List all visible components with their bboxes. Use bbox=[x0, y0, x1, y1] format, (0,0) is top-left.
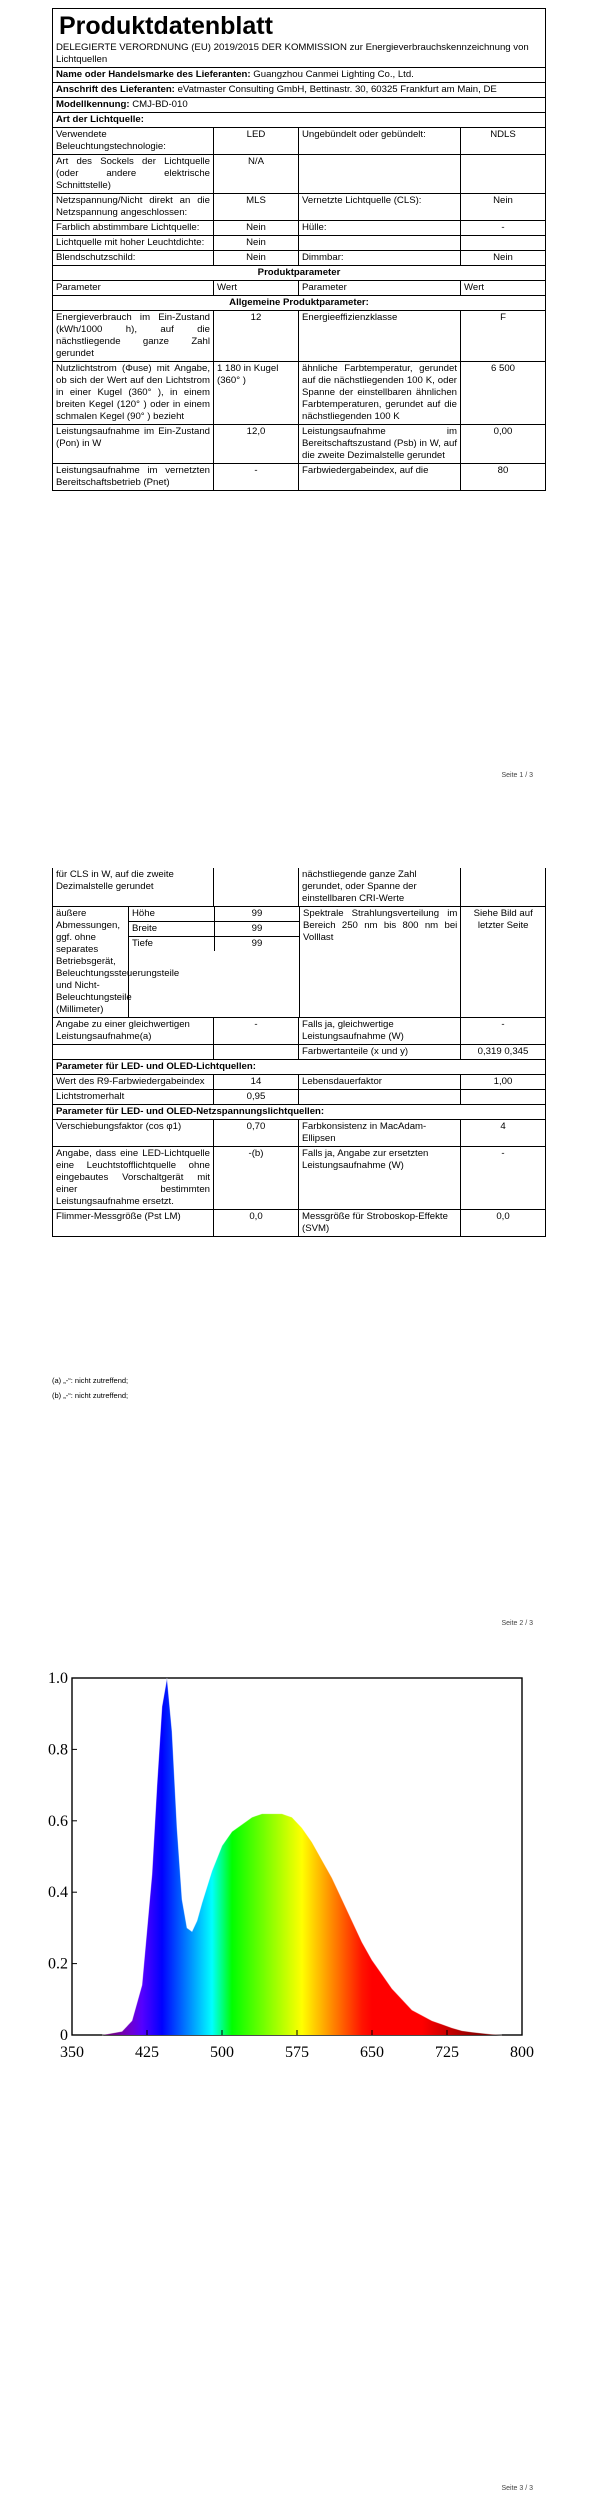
row-value: - bbox=[213, 1018, 298, 1044]
table-row bbox=[53, 1074, 545, 1089]
dimension-value: 99 bbox=[214, 937, 299, 951]
datasheet-table-page-1 bbox=[52, 8, 546, 491]
row-value: 6 500 bbox=[460, 362, 545, 424]
row-label: Farbwiedergabeindex, auf die bbox=[298, 464, 460, 490]
row-value bbox=[213, 868, 298, 906]
row-label: Flimmer-Messgröße (Pst LM) bbox=[56, 1211, 181, 1222]
row-label: Energieeffizienzklasse bbox=[298, 311, 460, 361]
x-tick-label: 800 bbox=[510, 2044, 534, 2061]
row-label: Blendschutzschild: bbox=[56, 252, 136, 263]
dimensions-grid bbox=[129, 907, 299, 951]
supplier-name-label: Name oder Handelsmarke des Lieferanten: bbox=[56, 69, 251, 80]
row-value: 0,0 bbox=[460, 1210, 545, 1236]
y-tick-label: 0.6 bbox=[48, 1812, 68, 1830]
page-number: Seite 3 / 3 bbox=[501, 2485, 533, 2492]
row-value: -(b) bbox=[213, 1147, 298, 1209]
row-value: Nein bbox=[460, 194, 545, 220]
footnote-a: (a) „-“: nicht zutreffend; bbox=[52, 1376, 129, 1385]
row-value: N/A bbox=[213, 155, 298, 193]
page-number: Seite 1 / 3 bbox=[501, 772, 533, 779]
row-value bbox=[460, 868, 545, 906]
dimensions-row bbox=[53, 906, 545, 1017]
x-tick-label: 725 bbox=[435, 2044, 459, 2061]
x-tick-label: 575 bbox=[285, 2044, 309, 2061]
mains-parameters-header: Parameter für LED- und OLED-Netzspannungslichtquellen: bbox=[56, 1106, 325, 1117]
dimension-name: Breite bbox=[129, 922, 214, 937]
row-label: Leistungsaufnahme im Bereitschaftszustand (Psb) in W, auf die zweite Dezimalstelle gerundet bbox=[298, 425, 460, 463]
row-label: Ungebündelt oder gebündelt: bbox=[298, 128, 460, 154]
row-label: nächstliegende ganze Zahl gerundet, oder Spanne der einstellbaren CRI-Werte bbox=[298, 868, 460, 906]
spectral-distribution-value: Siehe Bild auf letzter Seite bbox=[460, 907, 545, 1017]
row-label: Lichtquelle mit hoher Leuchtdichte: bbox=[56, 237, 205, 248]
x-tick-label: 650 bbox=[360, 2044, 384, 2061]
table-row bbox=[53, 424, 545, 463]
page-2 bbox=[0, 800, 591, 1640]
row-value: F bbox=[460, 311, 545, 361]
row-label: Leistungsaufnahme im vernetzten Bereitschaftsbetrieb (Pnet) bbox=[56, 465, 210, 488]
row-label: Wert des R9-Farbwiedergabeindex bbox=[56, 1076, 205, 1087]
row-value bbox=[460, 1090, 545, 1104]
table-row bbox=[53, 361, 545, 424]
row-value: 12 bbox=[213, 311, 298, 361]
page-number: Seite 2 / 3 bbox=[501, 1620, 533, 1627]
row-label: Angabe, dass eine LED-Lichtquelle eine Leuchtstofflichtquelle ohne eingebautes Vorschaltgerät mit einer bestimmten Leistungsaufnahme ersetzt. bbox=[56, 1148, 210, 1207]
x-tick-label: 350 bbox=[60, 2044, 84, 2061]
row-value bbox=[460, 236, 545, 250]
row-value: MLS bbox=[213, 194, 298, 220]
table-row bbox=[53, 250, 545, 265]
table-row bbox=[53, 193, 545, 220]
light-source-type-header: Art der Lichtquelle: bbox=[56, 114, 144, 125]
row-label: Art des Sockels der Lichtquelle (oder andere elektrische Schnittstelle) bbox=[56, 156, 210, 191]
table-row bbox=[53, 235, 545, 250]
row-label: Leistungsaufnahme im Ein-Zustand (Pon) in W bbox=[56, 426, 210, 449]
y-tick-label: 0 bbox=[60, 2027, 68, 2044]
row-value: Nein bbox=[213, 236, 298, 250]
product-parameters-header: Produktparameter bbox=[257, 267, 341, 278]
table-row bbox=[53, 463, 545, 490]
row-value: 0,70 bbox=[213, 1120, 298, 1146]
row-value: 1 180 in Kugel (360° ) bbox=[213, 362, 298, 424]
row-label: Farblich abstimmbare Lichtquelle: bbox=[56, 222, 200, 233]
dimension-value: 99 bbox=[214, 922, 299, 937]
row-label: Angabe zu einer gleichwertigen Leistungsaufnahme(a) bbox=[56, 1019, 190, 1042]
row-value: 80 bbox=[460, 464, 545, 490]
regulation-text: DELEGIERTE VERORDNUNG (EU) 2019/2015 DER KOMMISSION zur Energieverbrauchskennzeichnung von Lichtquellen bbox=[56, 42, 529, 65]
row-value: Nein bbox=[213, 251, 298, 265]
row-label: Netzspannung/Nicht direkt an die Netzspannung angeschlossen: bbox=[56, 195, 210, 218]
table-row bbox=[53, 154, 545, 193]
page-1 bbox=[0, 0, 591, 800]
chromaticity-label: Farbwertanteile (x und y) bbox=[298, 1045, 460, 1059]
footnote-b: (b) „-“: nicht zutreffend; bbox=[52, 1391, 129, 1400]
column-header: Wert bbox=[460, 281, 545, 295]
y-tick-label: 0.2 bbox=[48, 1955, 68, 1973]
y-tick-label: 0.8 bbox=[48, 1741, 68, 1759]
row-value bbox=[460, 155, 545, 193]
column-header: Parameter bbox=[298, 281, 460, 295]
row-value: 14 bbox=[213, 1075, 298, 1089]
document-title: Produktdatenblatt bbox=[59, 12, 273, 40]
dimensions-label: äußere Abmessungen, ggf. ohne separates Betriebsgerät, Beleuchtungssteuerungsteile und Nicht-Beleuchtungsteile (Millimeter) bbox=[56, 908, 180, 1015]
row-value: LED bbox=[213, 128, 298, 154]
row-label: Farbkonsistenz in MacAdam-Ellipsen bbox=[298, 1120, 460, 1146]
y-tick-label: 0.4 bbox=[48, 1884, 68, 1902]
row-label bbox=[298, 236, 460, 250]
dimension-name: Tiefe bbox=[132, 938, 153, 949]
supplier-name: Guangzhou Canmei Lighting Co., Ltd. bbox=[253, 69, 414, 80]
model-label: Modellkennung: bbox=[56, 99, 130, 110]
row-label: Falls ja, Angabe zur ersetzten Leistungsaufnahme (W) bbox=[298, 1147, 460, 1209]
table-row bbox=[53, 1209, 545, 1236]
table-row bbox=[53, 1119, 545, 1146]
spectrum-svg bbox=[48, 1670, 542, 2098]
row-label: Verschiebungsfaktor (cos φ1) bbox=[56, 1121, 182, 1132]
table-row bbox=[53, 127, 545, 154]
column-header: Wert bbox=[213, 281, 298, 295]
row-label: Vernetzte Lichtquelle (CLS): bbox=[298, 194, 460, 220]
supplier-address: eVatmaster Consulting GmbH, Bettinastr. 30, 60325 Frankfurt am Main, DE bbox=[177, 84, 497, 95]
column-header: Parameter bbox=[56, 282, 101, 293]
row-value: 0,95 bbox=[213, 1090, 298, 1104]
row-value: - bbox=[213, 464, 298, 490]
row-value: 0,00 bbox=[460, 425, 545, 463]
row-label: Verwendete Beleuchtungstechnologie: bbox=[56, 129, 166, 152]
table-row bbox=[53, 1044, 545, 1059]
row-label: Energieverbrauch im Ein-Zustand (kWh/1000 h), auf die nächstliegende ganze Zahl gerundet bbox=[56, 312, 210, 359]
page-3 bbox=[0, 1640, 591, 2510]
row-label: Lichtstromerhalt bbox=[56, 1091, 125, 1102]
model-id: CMJ-BD-010 bbox=[132, 99, 188, 110]
row-value: 4 bbox=[460, 1120, 545, 1146]
row-label bbox=[298, 1090, 460, 1104]
row-label: für CLS in W, auf die zweite Dezimalstelle gerundet bbox=[56, 869, 174, 892]
dimension-name: Höhe bbox=[129, 907, 214, 922]
row-label: ähnliche Farbtemperatur, gerundet auf die nächstliegenden 100 K, oder Spanne der einstellbaren ähnlichen Farbtemperaturen, gerundet auf die nächstliegenden 100 K bbox=[298, 362, 460, 424]
row-value: 0,0 bbox=[213, 1210, 298, 1236]
y-tick-label: 1.0 bbox=[48, 1670, 68, 1687]
row-value: Nein bbox=[213, 221, 298, 235]
row-label bbox=[298, 155, 460, 193]
row-label: Lebensdauerfaktor bbox=[298, 1075, 460, 1089]
row-value: Nein bbox=[460, 251, 545, 265]
general-parameters-header: Allgemeine Produktparameter: bbox=[229, 297, 369, 308]
dimension-value: 99 bbox=[214, 907, 299, 922]
row-value: 1,00 bbox=[460, 1075, 545, 1089]
spectrum-area bbox=[102, 1678, 502, 2035]
row-value: - bbox=[460, 221, 545, 235]
row-label: Falls ja, gleichwertige Leistungsaufnahme (W) bbox=[298, 1018, 460, 1044]
column-header-row bbox=[53, 280, 545, 295]
table-row bbox=[53, 310, 545, 361]
spectral-distribution-label: Spektrale Strahlungsverteilung im Bereich 250 nm bis 800 nm bei Volllast bbox=[299, 907, 460, 1017]
table-row bbox=[53, 1146, 545, 1209]
row-label: Nutzlichtstrom (Φuse) mit Angabe, ob sich der Wert auf den Lichtstrom in einer Kugel (360° ), in einem breiten Kegel (120° ) oder in einem schmalen Kegel (90° ) bezieht bbox=[56, 363, 210, 422]
table-row bbox=[53, 220, 545, 235]
row-label: Messgröße für Stroboskop-Effekte (SVM) bbox=[298, 1210, 460, 1236]
row-value: 12,0 bbox=[213, 425, 298, 463]
datasheet-table-page-2 bbox=[52, 868, 546, 1237]
x-tick-label: 500 bbox=[210, 2044, 234, 2061]
table-row bbox=[53, 1089, 545, 1104]
spectrum-chart bbox=[48, 1670, 542, 2098]
chromaticity-value: 0,319 0,345 bbox=[460, 1045, 545, 1059]
row-value: - bbox=[460, 1018, 545, 1044]
x-tick-label: 425 bbox=[135, 2044, 159, 2061]
row-label: Hülle: bbox=[298, 221, 460, 235]
row-label: Dimmbar: bbox=[298, 251, 460, 265]
row-value: - bbox=[460, 1147, 545, 1209]
table-row bbox=[53, 1017, 545, 1044]
row-value: NDLS bbox=[460, 128, 545, 154]
led-parameters-header: Parameter für LED- und OLED-Lichtquellen: bbox=[56, 1061, 256, 1072]
table-row bbox=[53, 868, 545, 906]
address-label: Anschrift des Lieferanten: bbox=[56, 84, 175, 95]
